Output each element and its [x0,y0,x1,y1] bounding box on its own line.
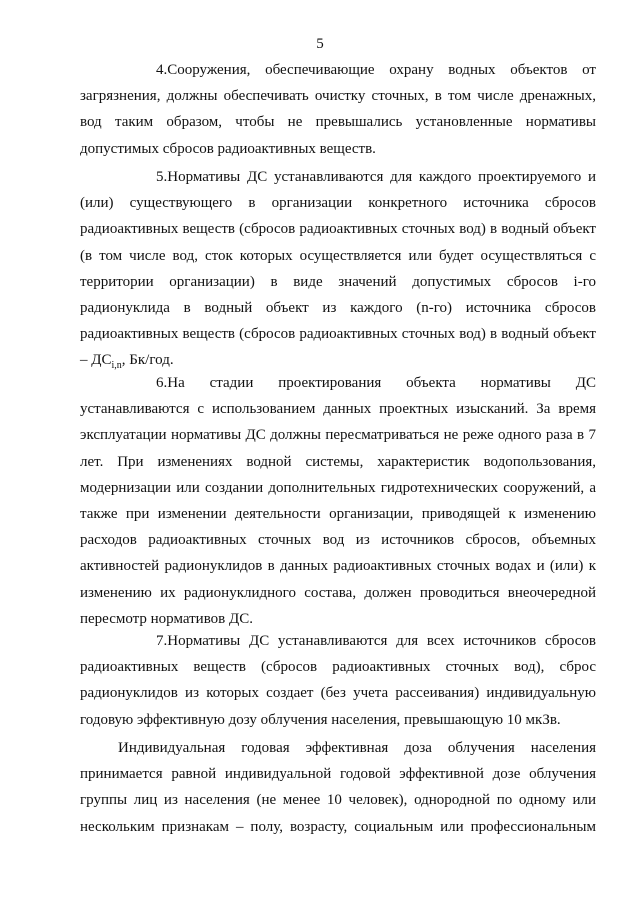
paragraph-number: 4. [156,62,168,78]
paragraph-number: 6. [156,375,168,391]
subscript-in: i,n [111,360,122,372]
paragraph-number: 5. [156,169,168,185]
paragraph-dose-definition [80,735,596,840]
paragraph-5 [80,164,596,380]
paragraph-text: Индивидуальная годовая эффективная доза облучения населения принимается равной индивидуальной годовой эффективной дозе облучения группы лиц из населения (не менее 10 человек), однородной по одному или нескольким признакам – полу, возрасту, социальным или профессиональным [80,740,596,835]
paragraph-text: На стадии проектирования объекта нормативы ДС устанавливаются с использованием данных проектных изысканий. За время эксплуатации нормативы ДС должны пересматриваться не реже одного раза в 7 лет. При изменениях водной системы, характеристик водопользования, модернизации или создании дополнительных гидротехнических сооружений, а также при изменении деятельности организации, приводящей к изменению расходов радиоактивных сточных вод из источников сбросов, объемных активностей радионуклидов в данных радиоактивных сточных водах и (или) к изменению их радионуклидного состава, должен проводиться внеочередной пересмотр нормативов ДС. [80,375,596,627]
paragraph-7 [80,628,596,733]
paragraph-text: Нормативы ДС устанавливаются для всех источников сбросов радиоактивных веществ (сбросов радиоактивных сточных вод), сброс радионуклидов из которых создает (без учета рассеивания) индивидуальную годовую эффективную дозу облучения населения, превышающую 10 мкЗв. [80,633,596,728]
paragraph-text-end: , Бк/год. [121,352,174,369]
page-number: 5 [316,36,324,52]
paragraph-text: Нормативы ДС устанавливаются для каждого проектируемого и (или) существующего в организации конкретного источника сбросов радиоактивных веществ (сбросов радиоактивных сточных вод) в водный объект (в том числе вод, сток которых осуществляется или будет осуществляться с территории организации) в виде значений допустимых сбросов i-го радионуклида в водный объект из каждого (n-го) источника сбросов радиоактивных веществ (сбросов радиоактивных сточных вод) в водный объект – ДС [80,169,596,369]
paragraph-text: Сооружения, обеспечивающие охрану водных объектов от загрязнения, должны обеспечивать очистку сточных, в том числе дренажных, вод таким образом, чтобы не превышались установленные нормативы допустимых сбросов радиоактивных веществ. [80,62,596,157]
paragraph-6 [80,370,596,632]
paragraph-number: 7. [156,633,168,649]
paragraph-4 [80,57,596,162]
